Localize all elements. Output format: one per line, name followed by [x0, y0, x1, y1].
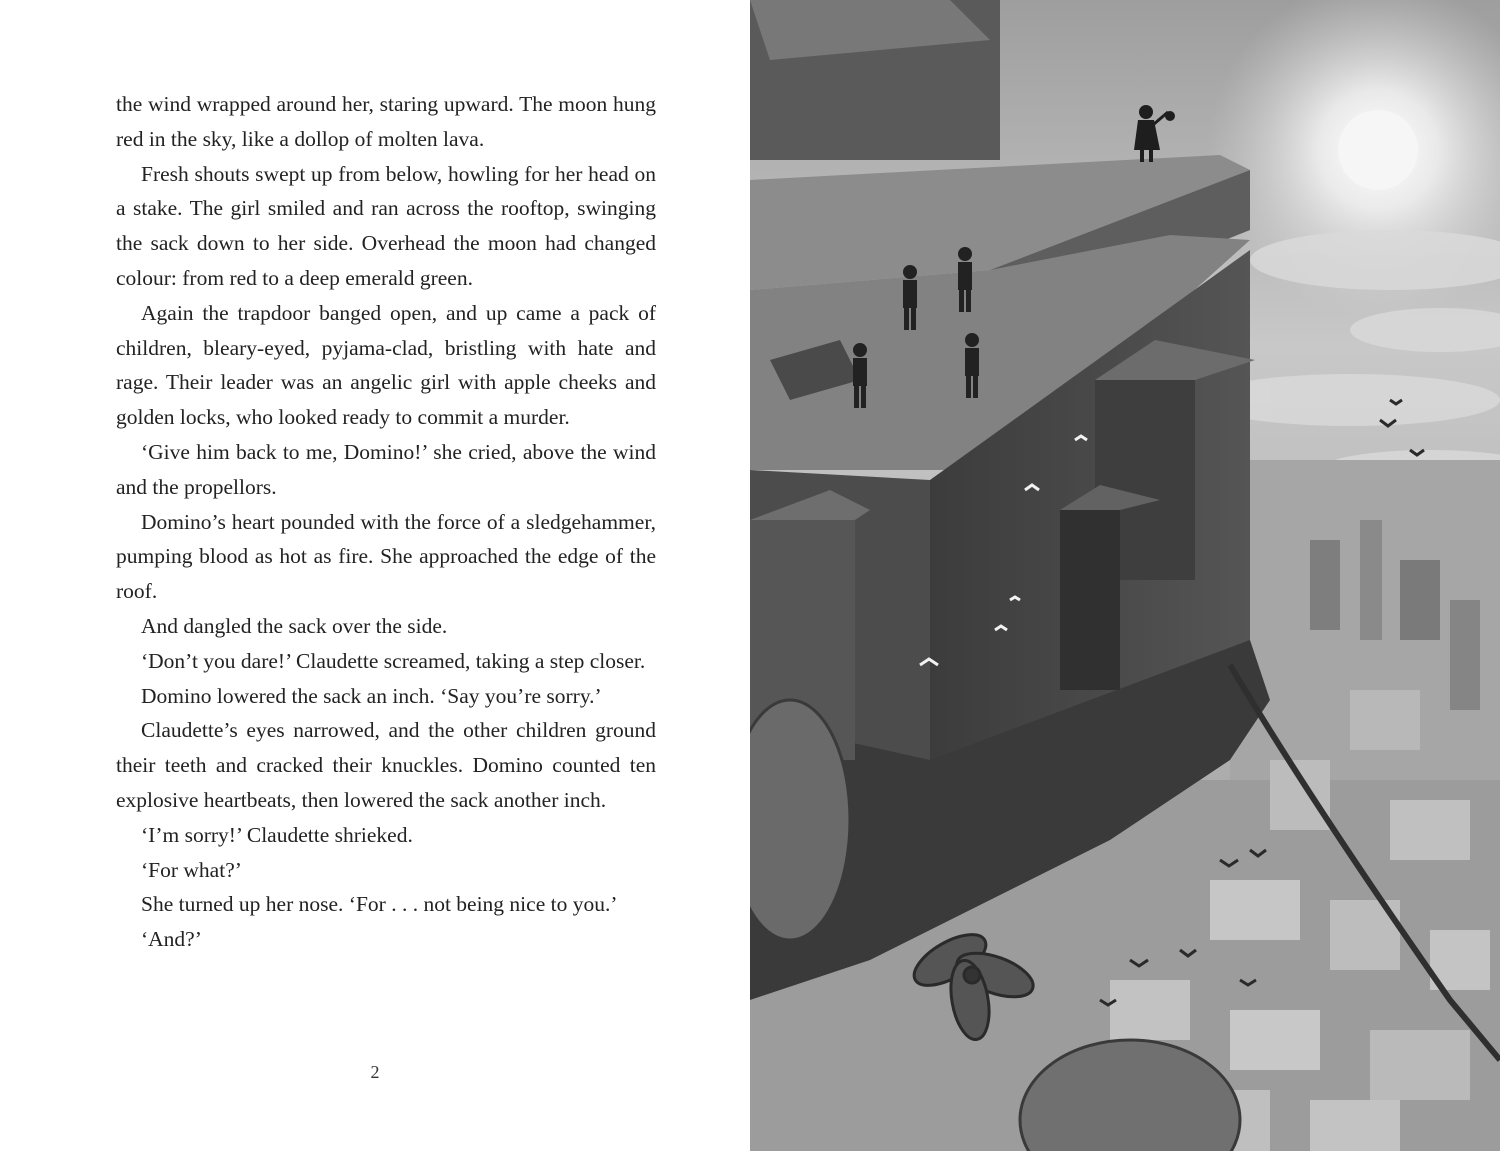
page-number: 2: [370, 1062, 380, 1082]
paragraph: Fresh shouts swept up from below, howling for her head on a stake. The girl smiled and ran across the rooftop, swinging the sack down to her side. Overhead the moon had changed colour: from red to a deep emerald green.: [116, 161, 656, 290]
paragraph: ‘For what?’: [141, 857, 242, 882]
paragraph: ‘Don’t you dare!’ Claudette screamed, taking a step closer.: [141, 648, 646, 673]
paragraph: Again the trapdoor banged open, and up came a pack of children, bleary-eyed, pyjama-clad, bristling with hate and rage. Their leader was an angelic girl with apple cheeks and golden locks, who looked ready to commit a murder.: [116, 300, 656, 430]
paragraph: Domino’s heart pounded with the force of a sledgehammer, pumping blood as hot as fire. She approached the edge of the roof.: [116, 509, 656, 604]
paragraph: ‘Give him back to me, Domino!’ she cried, above the wind and the propellors.: [116, 439, 656, 499]
paragraph: Domino lowered the sack an inch. ‘Say you’re sorry.’: [141, 683, 602, 708]
paragraph: And dangled the sack over the side.: [141, 613, 448, 638]
paragraph: the wind wrapped around her, staring upward. The moon hung red in the sky, like a dollop of molten lava.: [116, 92, 656, 151]
illustration-page: [750, 0, 1500, 1151]
paragraph: ‘I’m sorry!’ Claudette shrieked.: [141, 822, 413, 847]
illustration: [750, 0, 1500, 1151]
paragraph: ‘And?’: [141, 927, 202, 952]
paragraph: Claudette’s eyes narrowed, and the other children ground their teeth and cracked their knuckles. Domino counted ten explosive heartbeats, then lowered the sack another inch.: [116, 718, 656, 812]
sun: [1338, 110, 1418, 190]
paragraph: She turned up her nose. ‘For . . . not being nice to you.’: [141, 892, 618, 917]
body-text: [116, 87, 656, 957]
